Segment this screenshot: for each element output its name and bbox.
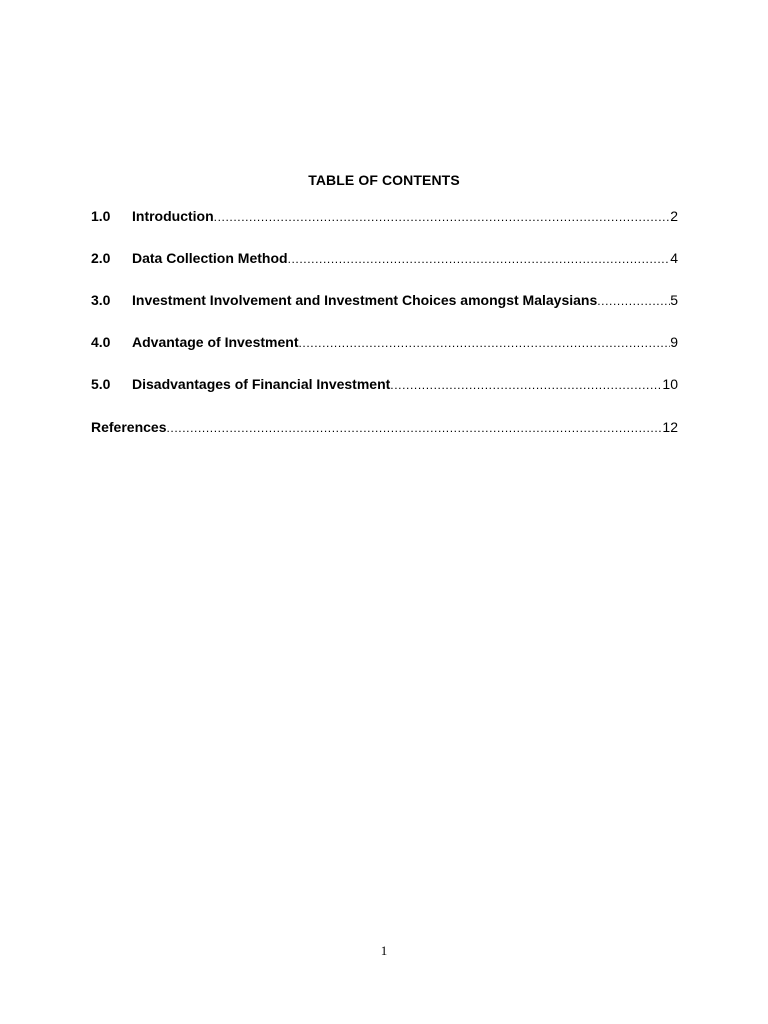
toc-entry-advantage-of-investment[interactable] [91,332,678,352]
toc-entry-data-collection-method[interactable] [91,248,678,268]
toc-entry-references[interactable] [91,417,678,437]
toc-dot-leader [390,375,662,394]
toc-title: TABLE OF CONTENTS [308,172,460,188]
toc-entry-label: Disadvantages of Financial Investment [132,376,391,392]
toc-entry-label: Introduction [132,208,214,224]
toc-entry-disadvantages[interactable] [91,374,678,394]
toc-entry-number: 5.0 [91,376,111,392]
toc-entry-number: 4.0 [91,334,111,350]
toc-entry-label: Data Collection Method [132,250,288,266]
toc-dot-leader [167,418,663,437]
toc-entry-page: 10 [662,376,678,392]
toc-entry-investment-involvement[interactable] [91,290,678,310]
toc-entry-number: 2.0 [91,250,111,266]
toc-dot-leader [288,249,671,268]
toc-entry-page: 2 [670,208,678,224]
toc-entry-page: 4 [670,250,678,266]
toc-dot-leader [298,333,670,352]
toc-dot-leader [214,207,671,226]
toc-entry-page: 9 [670,334,678,350]
toc-entry-introduction[interactable] [91,206,678,226]
toc-dot-leader [597,291,670,310]
toc-entry-label: References [91,419,167,435]
toc-entry-page: 12 [662,419,678,435]
toc-entry-number: 1.0 [91,208,111,224]
toc-entry-page: 5 [670,292,678,308]
toc-entry-label: Investment Involvement and Investment Choices amongst Malaysians [132,292,598,308]
page-number: 1 [380,943,388,958]
toc-entry-number: 3.0 [91,292,111,308]
toc-entry-label: Advantage of Investment [132,334,299,350]
